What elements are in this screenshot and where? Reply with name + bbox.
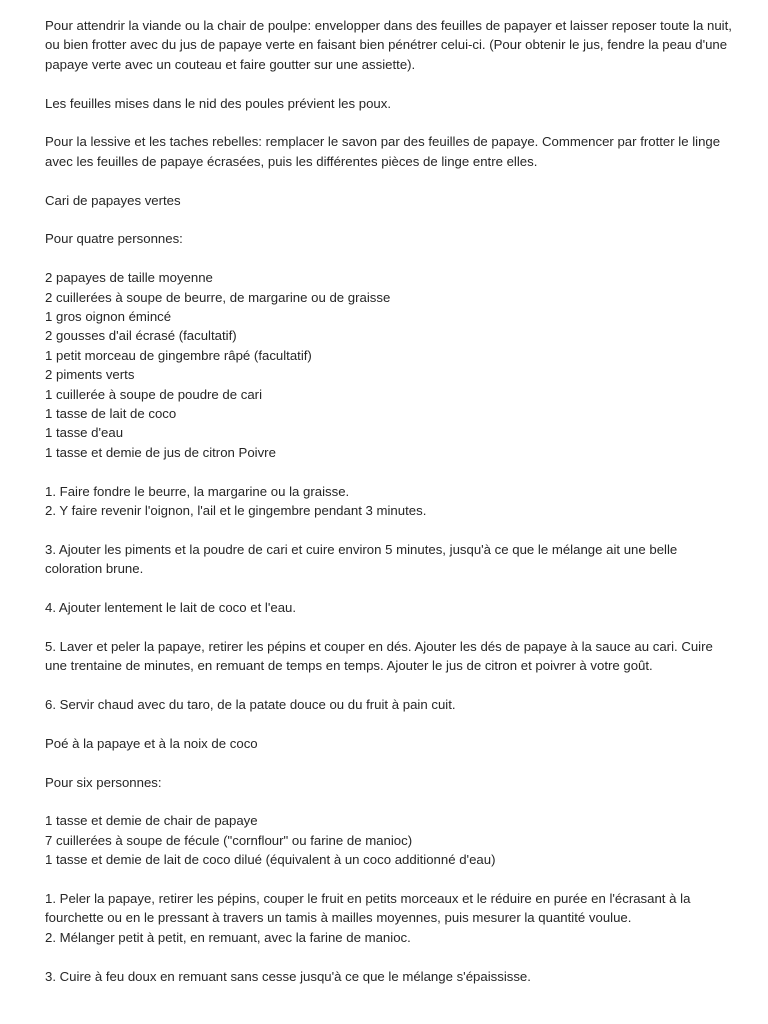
text-line: 4. Ajouter lentement le lait de coco et l'eau. (45, 600, 297, 616)
paragraph-spacer (45, 792, 735, 811)
text-line: 2 piments verts (45, 367, 135, 383)
paragraph-spacer (45, 676, 735, 695)
text-line: 2 cuillerées à soupe de beurre, de margarine ou de graisse (45, 289, 391, 305)
paragraph-spacer (45, 947, 735, 966)
paragraph-spacer (45, 714, 735, 733)
paragraph-spacer (45, 753, 735, 772)
text-line: Pour six personnes: (45, 774, 162, 790)
text-line: 1 tasse d'eau (45, 425, 124, 441)
paragraph-spacer (45, 617, 735, 636)
text-line: 1. Peler la papaye, retirer les pépins, couper le fruit en petits morceaux et le réduire en purée en l'écrasant à la fourchette ou en le pressant à travers un tamis à mailles moyennes, puis mesurer la quantité voulue. (45, 891, 691, 926)
text-line: 1 tasse et demie de jus de citron Poivre (45, 444, 276, 460)
paragraph-spacer (45, 520, 735, 539)
text-line: 5. Laver et peler la papaye, retirer les pépins et couper en dés. Ajouter les dés de papaye à la sauce au cari. Cuire une trentaine de minutes, en remuant de temps en temps. Ajouter le jus de citron et poivrer à votre goût. (45, 638, 713, 674)
paragraph-spacer (45, 74, 735, 93)
text-line: 6. Servir chaud avec du taro, de la patate douce ou du fruit à pain cuit. (45, 697, 456, 713)
text-line: 1 tasse et demie de lait de coco dilué (équivalent à un coco additionné d'eau) (45, 852, 496, 868)
paragraph-spacer (45, 870, 735, 889)
text-line: 2. Y faire revenir l'oignon, l'ail et le gingembre pendant 3 minutes. (45, 503, 427, 519)
paragraph-spacer (45, 210, 735, 229)
document-page (45, 16, 735, 986)
paragraph-spacer (45, 171, 735, 190)
paragraph-spacer (45, 113, 735, 132)
text-line: 2 gousses d'ail écrasé (facultatif) (45, 328, 237, 344)
text-line: 3. Ajouter les piments et la poudre de cari et cuire environ 5 minutes, jusqu'à ce que le mélange ait une belle coloration brune. (45, 541, 678, 577)
paragraph-spacer (45, 249, 735, 268)
text-line: Pour quatre personnes: (45, 231, 183, 247)
text-line: 1 cuillerée à soupe de poudre de cari (45, 386, 263, 402)
text-line: 1 gros oignon émincé (45, 309, 172, 325)
text-line: 1 petit morceau de gingembre râpé (facultatif) (45, 347, 312, 363)
paragraph-spacer (45, 462, 735, 481)
text-line: 1 tasse de lait de coco (45, 406, 177, 422)
text-line: Pour attendrir la viande ou la chair de poulpe: envelopper dans des feuilles de papayer et laisser reposer toute la nuit, ou bien frotter avec du jus de papaye verte en faisant bien pénétrer celui-ci. (Pour obtenir le jus, fendre la peau d'une papaye verte avec un couteau et faire goutter sur une assiette). (45, 18, 732, 72)
paragraph-spacer (45, 579, 735, 598)
text-line: Poé à la papaye et à la noix de coco (45, 735, 258, 751)
text-line: Les feuilles mises dans le nid des poules prévient les poux. (45, 95, 392, 111)
text-line: 7 cuillerées à soupe de fécule ("cornflour" ou farine de manioc) (45, 832, 413, 848)
text-line: 2 papayes de taille moyenne (45, 270, 213, 286)
text-line: 1. Faire fondre le beurre, la margarine ou la graisse. (45, 483, 350, 499)
text-line: 3. Cuire à feu doux en remuant sans cesse jusqu'à ce que le mélange s'épaississe. (45, 968, 531, 984)
text-line: Cari de papayes vertes (45, 192, 181, 208)
text-line: 1 tasse et demie de chair de papaye (45, 813, 258, 829)
text-line: Pour la lessive et les taches rebelles: remplacer le savon par des feuilles de papaye. Commencer par frotter le linge avec les feuilles de papaye écrasées, puis les différentes pièces de linge entre elles. (45, 134, 721, 169)
text-line: 2. Mélanger petit à petit, en remuant, avec la farine de manioc. (45, 929, 411, 945)
